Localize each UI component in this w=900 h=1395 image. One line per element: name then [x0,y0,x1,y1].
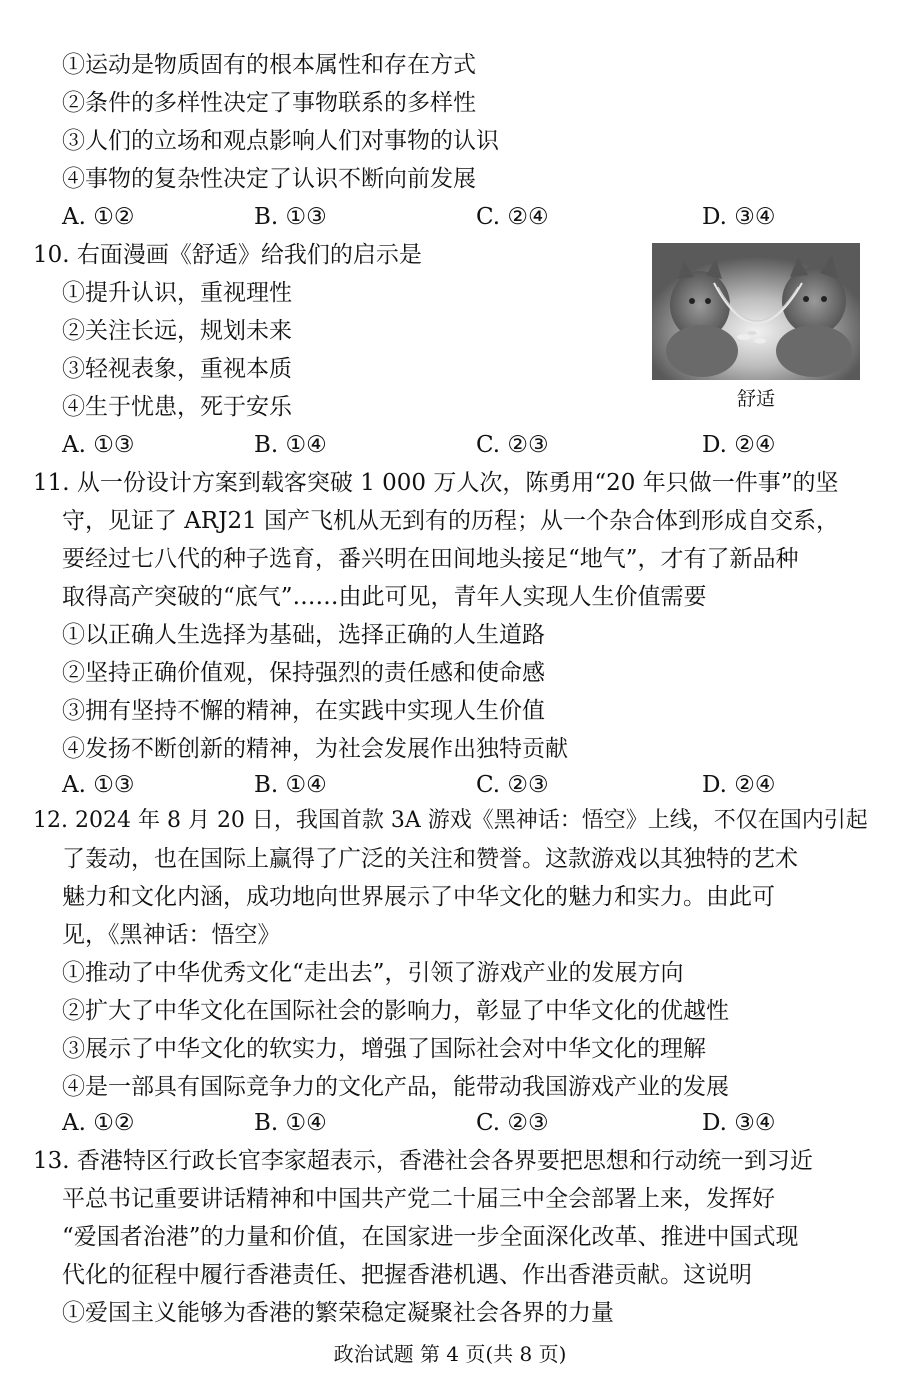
q11-item-4: ④发扬不断创新的精神，为社会发展作出独特贡献 [62,736,568,762]
q13-item-1: ①爱国主义能够为香港的繁荣稳定凝聚社会各界的力量 [62,1300,614,1326]
q10-item-1: ①提升认识，重视理性 [62,280,292,306]
q11-item-2: ②坚持正确价值观，保持强烈的责任感和使命感 [62,660,545,686]
q11-options [62,770,792,800]
cartoon-caption: 舒适 [736,388,775,410]
q12-item-3: ③展示了中华文化的软实力，增强了国际社会对中华文化的理解 [62,1036,706,1062]
q12-option-d[interactable]: D. ③④ [702,1110,776,1136]
q13-stem-line-4: 代化的征程中履行香港责任、把握香港机遇、作出香港贡献。这说明 [62,1262,752,1288]
q10-item-3: ③轻视表象，重视本质 [62,356,292,382]
q11-option-a[interactable]: A. ①③ [62,772,135,798]
q11-option-c[interactable]: C. ②③ [476,772,549,798]
q13-stem-line-2: 平总书记重要讲话精神和中国共产党二十届三中全会部署上来，发挥好 [62,1186,775,1212]
q9-item-1: ①运动是物质固有的根本属性和存在方式 [62,52,476,78]
q10-stem: 10. 右面漫画《舒适》给我们的启示是 [33,242,422,268]
q12-item-1: ①推动了中华优秀文化“走出去”，引领了游戏产业的发展方向 [62,960,684,986]
q10-option-a[interactable]: A. ①③ [62,432,135,458]
q9-option-d[interactable]: D. ③④ [702,204,776,230]
q11-option-d[interactable]: D. ②④ [702,772,776,798]
q12-stem-line-1: 12. 2024 年 8 月 20 日，我国首款 3A 游戏《黑神话：悟空》上线，不仅在国内引起 [33,808,868,833]
q10-item-4: ④生于忧患，死于安乐 [62,394,292,420]
q12-stem-line-4: 见，《黑神话：悟空》 [62,922,281,948]
q9-option-a[interactable]: A. ①② [62,204,135,230]
q10-option-b[interactable]: B. ①④ [254,432,327,458]
q13-stem-line-1: 13. 香港特区行政长官李家超表示，香港社会各界要把思想和行动统一到习近 [33,1148,813,1174]
q10-item-2: ②关注长远，规划未来 [62,318,292,344]
q12-option-c[interactable]: C. ②③ [476,1110,549,1136]
q9-item-2: ②条件的多样性决定了事物联系的多样性 [62,90,476,116]
q13-stem-line-3: “爱国者治港”的力量和价值，在国家进一步全面深化改革、推进中国式现 [62,1224,799,1250]
q9-option-c[interactable]: C. ②④ [476,204,549,230]
q12-option-a[interactable]: A. ①② [62,1110,135,1136]
q10-option-d[interactable]: D. ②④ [702,432,776,458]
q11-option-b[interactable]: B. ①④ [254,772,327,798]
q9-options [62,202,792,232]
cartoon-image [652,243,860,380]
q11-stem-line-2: 守，见证了 ARJ21 国产飞机从无到有的历程；从一个杂合体到形成自交系， [62,508,840,534]
q11-stem-line-1: 11. 从一份设计方案到载客突破 1 000 万人次，陈勇用“20 年只做一件事”的坚 [33,470,839,496]
q10-options [62,430,792,460]
q10-option-c[interactable]: C. ②③ [476,432,549,458]
page-footer: 政治试题 第 4 页(共 8 页) [333,1342,567,1366]
q9-item-4: ④事物的复杂性决定了认识不断向前发展 [62,166,476,192]
q9-item-3: ③人们的立场和观点影响人们对事物的认识 [62,128,499,154]
q12-stem-line-3: 魅力和文化内涵，成功地向世界展示了中华文化的魅力和实力。由此可 [62,884,775,910]
q12-item-4: ④是一部具有国际竞争力的文化产品，能带动我国游戏产业的发展 [62,1074,729,1100]
q12-stem-line-2: 了轰动，也在国际上赢得了广泛的关注和赞誉。这款游戏以其独特的艺术 [62,846,798,872]
q11-stem-line-3: 要经过七八代的种子选育，番兴明在田间地头接足“地气”，才有了新品种 [62,546,799,572]
q9-option-b[interactable]: B. ①③ [254,204,327,230]
q12-item-2: ②扩大了中华文化在国际社会的影响力，彰显了中华文化的优越性 [62,998,729,1024]
q12-option-b[interactable]: B. ①④ [254,1110,327,1136]
q11-stem-line-4: 取得高产突破的“底气”……由此可见，青年人实现人生价值需要 [62,584,707,610]
q11-item-3: ③拥有坚持不懈的精神，在实践中实现人生价值 [62,698,545,724]
q12-options [62,1108,792,1138]
q11-item-1: ①以正确人生选择为基础，选择正确的人生道路 [62,622,545,648]
